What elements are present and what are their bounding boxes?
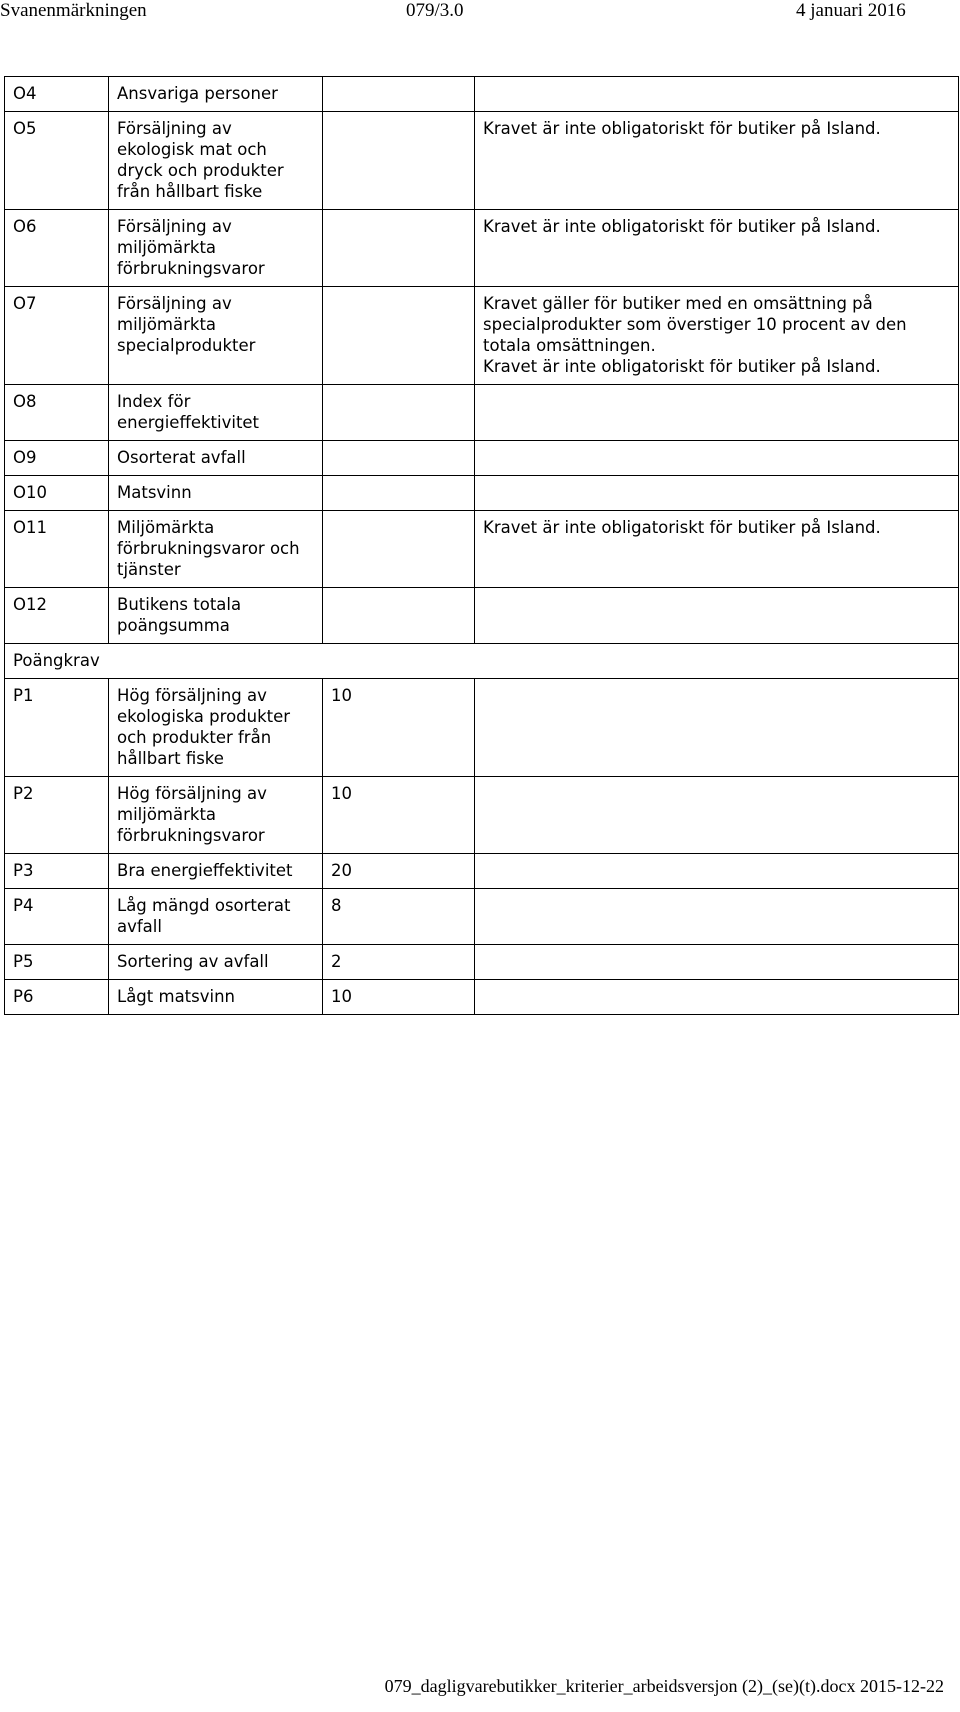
requirement-name: Försäljning av miljömärkta specialprodukter bbox=[109, 287, 323, 385]
requirement-name: Försäljning av miljömärkta förbrukningsvaror bbox=[109, 210, 323, 287]
table-row bbox=[5, 679, 959, 777]
requirement-id: O4 bbox=[5, 77, 109, 112]
requirement-notes bbox=[475, 945, 959, 980]
requirement-points bbox=[323, 287, 475, 385]
table-row bbox=[5, 112, 959, 210]
requirement-points: 10 bbox=[323, 980, 475, 1015]
table-row bbox=[5, 210, 959, 287]
requirement-notes bbox=[475, 980, 959, 1015]
section-label: Poängkrav bbox=[5, 644, 959, 679]
requirement-points: 8 bbox=[323, 889, 475, 945]
requirement-id: O5 bbox=[5, 112, 109, 210]
requirement-name: Matsvinn bbox=[109, 476, 323, 511]
requirement-name: Miljömärkta förbrukningsvaror och tjänster bbox=[109, 511, 323, 588]
requirement-points: 10 bbox=[323, 679, 475, 777]
requirement-name: Index för energieffektivitet bbox=[109, 385, 323, 441]
requirement-notes bbox=[475, 476, 959, 511]
requirement-name: Sortering av avfall bbox=[109, 945, 323, 980]
requirement-notes bbox=[475, 77, 959, 112]
requirement-name: Hög försäljning av ekologiska produkter och produkter från hållbart fiske bbox=[109, 679, 323, 777]
requirement-points bbox=[323, 588, 475, 644]
header-document-number: 079/3.0 bbox=[406, 0, 464, 21]
page-footer: 079_dagligvarebutikker_kriterier_arbeidsversjon (2)_(se)(t).docx 2015-12-22 bbox=[384, 1676, 944, 1696]
table-row bbox=[5, 980, 959, 1015]
note-text: Kravet är inte obligatoriskt för butiker på Island. bbox=[483, 518, 881, 537]
table-row bbox=[5, 441, 959, 476]
requirement-points bbox=[323, 441, 475, 476]
note-text: Kravet är inte obligatoriskt för butiker på Island. bbox=[483, 119, 881, 138]
requirement-points: 2 bbox=[323, 945, 475, 980]
requirement-points: 10 bbox=[323, 777, 475, 854]
requirement-id: P3 bbox=[5, 854, 109, 889]
requirement-points bbox=[323, 77, 475, 112]
requirement-name: Låg mängd osorterat avfall bbox=[109, 889, 323, 945]
requirement-id: O6 bbox=[5, 210, 109, 287]
requirement-name: Bra energieffektivitet bbox=[109, 854, 323, 889]
requirement-notes bbox=[475, 210, 959, 287]
requirement-name: Hög försäljning av miljömärkta förbrukningsvaror bbox=[109, 777, 323, 854]
requirement-id: P6 bbox=[5, 980, 109, 1015]
requirement-name: Butikens totala poängsumma bbox=[109, 588, 323, 644]
requirement-id: O10 bbox=[5, 476, 109, 511]
table-row bbox=[5, 889, 959, 945]
table-row bbox=[5, 77, 959, 112]
criteria-table-body bbox=[5, 77, 959, 1015]
requirement-points bbox=[323, 476, 475, 511]
requirement-notes bbox=[475, 889, 959, 945]
requirement-notes bbox=[475, 679, 959, 777]
note-text: Kravet är inte obligatoriskt för butiker på Island. bbox=[483, 357, 881, 376]
requirement-notes bbox=[475, 112, 959, 210]
requirement-id: O8 bbox=[5, 385, 109, 441]
requirement-points bbox=[323, 112, 475, 210]
requirement-notes bbox=[475, 441, 959, 476]
requirement-name: Ansvariga personer bbox=[109, 77, 323, 112]
table-row bbox=[5, 588, 959, 644]
header-date: 4 januari 2016 bbox=[796, 0, 906, 21]
requirement-points bbox=[323, 210, 475, 287]
requirement-id: O9 bbox=[5, 441, 109, 476]
table-row bbox=[5, 476, 959, 511]
criteria-table bbox=[4, 76, 959, 1015]
requirement-notes bbox=[475, 287, 959, 385]
requirement-points bbox=[323, 511, 475, 588]
table-row bbox=[5, 287, 959, 385]
requirement-points: 20 bbox=[323, 854, 475, 889]
requirement-points bbox=[323, 385, 475, 441]
page-header bbox=[0, 0, 960, 26]
table-row bbox=[5, 854, 959, 889]
requirement-id: P5 bbox=[5, 945, 109, 980]
requirement-name: Osorterat avfall bbox=[109, 441, 323, 476]
requirement-id: P1 bbox=[5, 679, 109, 777]
header-brand: Svanenmärkningen bbox=[0, 0, 147, 21]
table-row bbox=[5, 777, 959, 854]
requirement-notes bbox=[475, 588, 959, 644]
requirement-id: O12 bbox=[5, 588, 109, 644]
requirement-id: P2 bbox=[5, 777, 109, 854]
requirement-name: Lågt matsvinn bbox=[109, 980, 323, 1015]
requirement-id: O11 bbox=[5, 511, 109, 588]
table-row bbox=[5, 945, 959, 980]
note-text: Kravet gäller för butiker med en omsättning på specialprodukter som överstiger 10 procent av den totala omsättningen. bbox=[483, 294, 907, 355]
requirement-notes bbox=[475, 777, 959, 854]
table-row bbox=[5, 511, 959, 588]
requirement-notes bbox=[475, 854, 959, 889]
requirement-id: O7 bbox=[5, 287, 109, 385]
section-row bbox=[5, 644, 959, 679]
requirement-notes bbox=[475, 511, 959, 588]
requirement-id: P4 bbox=[5, 889, 109, 945]
requirement-notes bbox=[475, 385, 959, 441]
requirement-name: Försäljning av ekologisk mat och dryck och produkter från hållbart fiske bbox=[109, 112, 323, 210]
note-text: Kravet är inte obligatoriskt för butiker på Island. bbox=[483, 217, 881, 236]
table-row bbox=[5, 385, 959, 441]
